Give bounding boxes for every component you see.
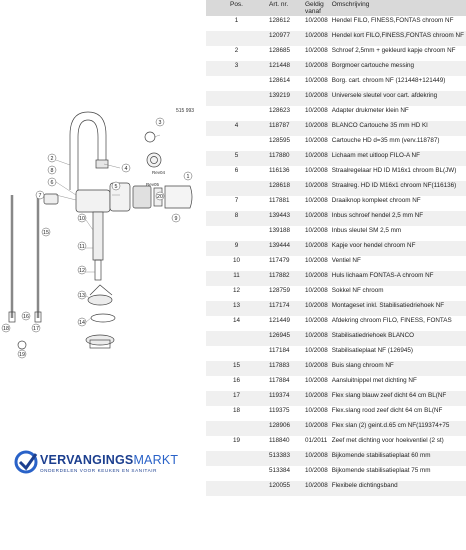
cell-description: Bijkomende stabilisatieplaat 60 mm [330, 451, 466, 466]
table-row [206, 166, 466, 181]
cartridge [133, 186, 151, 208]
cell-valid-from: 10/2008 [303, 331, 330, 346]
cell-pos: 10 [232, 257, 240, 265]
header-description: Omschrijving [330, 0, 466, 16]
cell-valid-from: 10/2008 [305, 17, 328, 25]
cell-valid-from: 10/2008 [305, 347, 328, 355]
cell-pos: 4 [206, 121, 267, 136]
svg-text:14: 14 [79, 320, 85, 326]
callout-11 [78, 242, 86, 250]
faucet-exploded-drawing [0, 0, 206, 380]
cell-valid-from: 10/2008 [305, 257, 328, 265]
cell-description: Borg. cart. chroom NF (121448+121449) [331, 77, 446, 85]
callout-10 [78, 214, 86, 222]
table-row [206, 421, 466, 436]
cell-pos [206, 76, 267, 91]
cell-pos [206, 451, 267, 466]
cell-description: Schroef 2,5mm + gekleurd kapje chroom NF [331, 47, 456, 55]
cell-art-nr: 117882 [267, 271, 303, 286]
cell-description: Sokkel NF chroom [331, 287, 384, 295]
cell-valid-from: 10/2008 [305, 467, 328, 475]
cell-pos: 16 [232, 377, 240, 385]
cell-description: Flexibele dichtingsband [330, 481, 466, 496]
mounting-bracket [90, 285, 112, 295]
svg-text:1: 1 [186, 174, 190, 180]
parts-table-header [206, 0, 466, 16]
cell-pos: 8 [206, 211, 267, 226]
cell-pos: 9 [206, 241, 267, 256]
cell-valid-from: 10/2008 [303, 241, 330, 256]
cell-art-nr: 117174 [267, 301, 303, 316]
table-row [206, 61, 466, 76]
cell-art-nr: 120055 [267, 481, 303, 496]
svg-text:6: 6 [50, 180, 54, 186]
svg-text:16: 16 [23, 314, 29, 320]
shank [93, 212, 103, 260]
cell-valid-from: 10/2008 [303, 451, 330, 466]
cell-pos [206, 466, 267, 481]
logo-wordmark: VERVANGINGSMARKT [40, 453, 179, 467]
cell-description: Montageset inkl. Stabilisatiedriehoek NF [330, 301, 466, 316]
cell-description: Flex slan (2) geint.d.65 cm NF(119374+75 [330, 421, 466, 436]
table-row [206, 286, 466, 301]
table-row [206, 16, 466, 31]
cell-art-nr: 116136 [269, 167, 290, 175]
cell-art-nr: 128612 [269, 17, 291, 25]
callout-18 [2, 324, 10, 332]
header-art-nr: Art. nr. [267, 0, 303, 16]
cell-valid-from: 10/2008 [303, 61, 330, 76]
table-row [206, 481, 466, 496]
cell-valid-from: 10/2008 [305, 407, 328, 415]
cell-valid-from: 10/2008 [303, 121, 330, 136]
cell-art-nr: 128595 [269, 137, 291, 145]
cell-art-nr: 128759 [269, 287, 291, 295]
table-row [206, 466, 466, 481]
table-row [206, 226, 466, 241]
cell-pos [206, 136, 267, 151]
cell-description: Borgmoer cartouche messing [330, 61, 466, 76]
cover-ring [147, 153, 161, 167]
cell-description: Draaiknop kompleet chroom NF [331, 197, 421, 205]
cell-art-nr: 117184 [269, 347, 290, 355]
logo-tagline: ONDERDELEN VOOR KEUKEN EN SANITAIR [40, 468, 158, 473]
cell-art-nr: 126945 [267, 331, 303, 346]
cell-art-nr: 513384 [269, 467, 291, 475]
cell-art-nr: 128685 [269, 47, 291, 55]
callout-6 [48, 178, 56, 186]
cell-description: Flex slang blauw zeef dicht 64 cm BL(NF [330, 391, 466, 406]
cell-art-nr: 513383 [267, 451, 303, 466]
cell-pos: 12 [232, 287, 240, 295]
callout-19 [18, 350, 26, 358]
cell-pos [206, 91, 267, 106]
callout-2 [48, 154, 56, 162]
exploded-diagram-panel [0, 0, 206, 550]
cell-art-nr: 118840 [269, 437, 290, 445]
callout-20 [156, 192, 164, 200]
cell-description: Huls lichaam FONTAS-A chroom NF [330, 271, 466, 286]
table-row [206, 31, 466, 46]
cell-art-nr: 139443 [267, 211, 303, 226]
callout-16 [22, 312, 30, 320]
cell-description: Bijkomende stabilisatieplaat 75 mm [331, 467, 431, 475]
cell-art-nr: 139219 [267, 91, 303, 106]
callout-8 [48, 166, 56, 174]
cell-pos [206, 226, 267, 241]
cell-art-nr: 119374 [267, 391, 303, 406]
svg-text:11: 11 [79, 244, 85, 250]
seal-ring [91, 314, 115, 322]
cell-pos [206, 481, 267, 496]
svg-text:10: 10 [79, 216, 85, 222]
cell-valid-from: 10/2008 [303, 421, 330, 436]
cell-description: Zeef met dichting voor hoekventiel (2 st) [331, 437, 444, 445]
cell-valid-from: 10/2008 [303, 91, 330, 106]
cell-pos: 13 [206, 301, 267, 316]
cell-art-nr: 139444 [267, 241, 303, 256]
cell-valid-from: 10/2008 [305, 377, 328, 385]
cell-description: BLANCO Cartouche 35 mm HD Kl [330, 121, 466, 136]
cell-valid-from: 01/2011 [305, 437, 328, 445]
spout-outline [70, 112, 106, 190]
cell-valid-from: 10/2008 [305, 287, 328, 295]
cell-pos: 7 [234, 197, 239, 205]
cell-art-nr: 139188 [269, 227, 291, 235]
table-row [206, 376, 466, 391]
cell-pos [206, 181, 267, 196]
handle [165, 186, 192, 208]
cell-valid-from: 10/2008 [305, 317, 328, 325]
header-valid-from: Geldig vanaf [303, 0, 330, 16]
table-row [206, 136, 466, 151]
cell-pos: 14 [232, 317, 240, 325]
cell-pos [206, 346, 267, 361]
cell-pos: 5 [206, 151, 267, 166]
spout-inner [78, 120, 98, 190]
svg-text:4: 4 [124, 166, 128, 172]
table-row [206, 151, 466, 166]
cell-pos: 1 [234, 17, 239, 25]
cell-description: Buis slang chroom NF [330, 361, 466, 376]
table-row [206, 241, 466, 256]
cell-pos: 15 [206, 361, 267, 376]
cell-description: Universele sleutel voor cart. afdekring [330, 91, 466, 106]
cell-valid-from: 10/2008 [303, 181, 330, 196]
cell-description: Inbus schroef hendel 2,5 mm NF [330, 211, 466, 226]
cell-pos [206, 31, 267, 46]
cell-valid-from: 10/2008 [303, 211, 330, 226]
callout-3 [156, 118, 164, 126]
cell-art-nr: 117880 [267, 151, 303, 166]
faucet-body [76, 190, 110, 212]
diagram-reference-number: 515 993 [176, 108, 195, 114]
table-row [206, 271, 466, 286]
svg-text:13: 13 [79, 293, 85, 299]
cell-description: Adapter drukmeter klein NF [331, 107, 409, 115]
knob [44, 194, 58, 204]
cell-valid-from: 10/2008 [305, 107, 328, 115]
table-row [206, 301, 466, 316]
svg-text:8: 8 [50, 168, 54, 174]
svg-text:17: 17 [33, 326, 39, 332]
table-row [206, 436, 466, 451]
cell-art-nr: 121449 [269, 317, 291, 325]
callout-4 [122, 164, 130, 172]
callout-5 [112, 182, 120, 190]
aerator [96, 160, 108, 168]
cell-valid-from: 10/2008 [305, 197, 328, 205]
cell-description: Lichaam met uitloop FILO-A NF [330, 151, 466, 166]
table-row [206, 46, 466, 61]
svg-text:15: 15 [43, 230, 49, 236]
cell-description: Flex.slang rood zeef dicht 64 cm BL(NF [331, 407, 443, 415]
cell-description: Hendel kort FILO,FINESS,FONTAS chroom NF [330, 31, 466, 46]
cell-pos: 18 [232, 407, 240, 415]
table-row [206, 406, 466, 421]
cell-valid-from: 10/2008 [303, 481, 330, 496]
cell-art-nr: 128906 [267, 421, 303, 436]
cell-valid-from: 10/2008 [305, 227, 328, 235]
cell-art-nr: 128623 [269, 107, 291, 115]
cell-art-nr: 117883 [267, 361, 303, 376]
cell-art-nr: 120977 [267, 31, 303, 46]
callout-13 [78, 291, 86, 299]
table-row [206, 211, 466, 226]
svg-text:3: 3 [158, 120, 162, 126]
table-row [206, 346, 466, 361]
cell-art-nr: 128614 [269, 77, 291, 85]
callout-9 [172, 214, 180, 222]
rev05-label: Rev05 [146, 182, 160, 187]
svg-text:7: 7 [38, 193, 42, 199]
cell-pos: 6 [234, 167, 239, 175]
cell-art-nr: 119375 [269, 407, 290, 415]
table-row [206, 451, 466, 466]
table-row [206, 316, 466, 331]
cell-pos: 2 [234, 47, 239, 55]
callout-1 [184, 172, 192, 180]
cell-description: Straalreg. HD ID M16x1 chroom NF(116136) [330, 181, 466, 196]
callout-14 [78, 318, 86, 326]
cell-art-nr: 117881 [269, 197, 290, 205]
adapter-ring [145, 132, 155, 142]
svg-text:9: 9 [174, 216, 178, 222]
cell-art-nr: 118787 [267, 121, 303, 136]
table-row [206, 361, 466, 376]
cell-art-nr: 128618 [267, 181, 303, 196]
table-row [206, 121, 466, 136]
cell-valid-from: 10/2008 [303, 271, 330, 286]
cell-art-nr: 117479 [269, 257, 290, 265]
svg-text:20: 20 [157, 194, 163, 200]
table-row [206, 106, 466, 121]
svg-text:2: 2 [50, 156, 54, 162]
cell-description: Afdekring chroom FILO, FINESS, FONTAS [331, 317, 452, 325]
cell-description: Straalregelaar HD ID M16x1 chroom BL(JW) [331, 167, 457, 175]
cell-valid-from: 10/2008 [303, 151, 330, 166]
svg-text:5: 5 [114, 184, 118, 190]
table-row [206, 196, 466, 211]
cell-description: Ventiel NF [331, 257, 361, 265]
cell-pos [206, 106, 267, 121]
cell-valid-from: 10/2008 [305, 167, 328, 175]
table-row [206, 391, 466, 406]
cell-pos: 17 [206, 391, 267, 406]
cell-valid-from: 10/2008 [303, 361, 330, 376]
cell-pos: 11 [206, 271, 267, 286]
cell-description: Hendel FILO, FINESS,FONTAS chroom NF [331, 17, 454, 25]
svg-text:18: 18 [3, 326, 9, 332]
cell-valid-from: 10/2008 [305, 137, 328, 145]
cell-description: Kapje voor hendel chroom NF [330, 241, 466, 256]
rev04-label: Rev04 [152, 170, 166, 175]
table-row [206, 331, 466, 346]
cell-pos: 19 [232, 437, 240, 445]
cell-description: Stabilisatieplaat NF (126945) [331, 347, 413, 355]
cell-pos [206, 331, 267, 346]
header-pos: Pos. [206, 0, 267, 16]
cell-description: Cartouche HD d=35 mm (verv.118787) [331, 137, 440, 145]
svg-text:19: 19 [19, 352, 25, 358]
cell-valid-from: 10/2008 [303, 301, 330, 316]
table-row [206, 76, 466, 91]
cell-valid-from: 10/2008 [303, 391, 330, 406]
cell-art-nr: 117884 [269, 377, 290, 385]
cell-pos: 3 [206, 61, 267, 76]
table-row [206, 91, 466, 106]
callout-15 [42, 228, 50, 236]
parts-list-panel [206, 0, 466, 550]
cell-valid-from: 10/2008 [305, 77, 328, 85]
parts-table [206, 0, 466, 496]
cell-art-nr: 121448 [267, 61, 303, 76]
callout-12 [78, 266, 86, 274]
cell-valid-from: 10/2008 [303, 31, 330, 46]
callout-17 [32, 324, 40, 332]
callout-7 [36, 191, 44, 199]
cell-description: Stabilisatiedriehoek BLANCO [330, 331, 466, 346]
strainer [18, 341, 26, 349]
cell-pos [206, 421, 267, 436]
svg-text:12: 12 [79, 268, 85, 274]
stabilizer-plate [88, 295, 112, 305]
cell-description: Inbus sleutel SM 2,5 mm [331, 227, 402, 235]
table-row [206, 181, 466, 196]
cell-description: Aansluitnippel met dichting NF [331, 377, 417, 385]
cell-valid-from: 10/2008 [305, 47, 328, 55]
table-row [206, 256, 466, 271]
